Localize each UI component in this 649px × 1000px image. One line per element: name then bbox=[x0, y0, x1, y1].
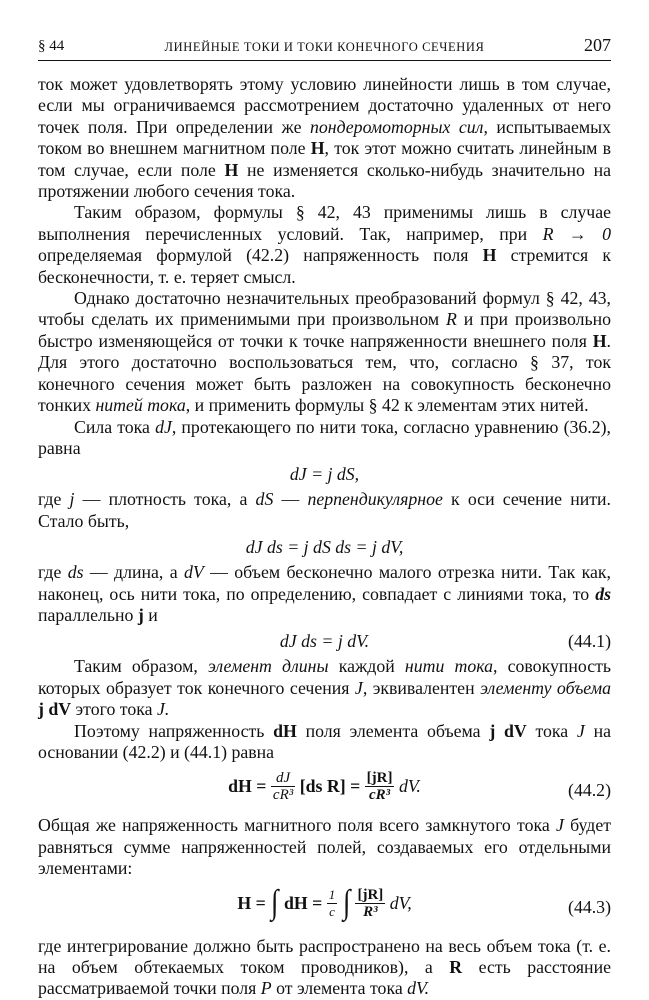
header-section-number: § 44 bbox=[38, 38, 65, 54]
fraction: $\frac{[jR]}{\text{cR³}}$ bbox=[366, 770, 393, 804]
symbol-dJ: dJ bbox=[155, 416, 172, 437]
paragraph-8: Поэтому напряженность dH поля элемента объема j dV тока J на основании (42.2) и (44.1) равна bbox=[38, 720, 611, 762]
fraction: $\frac{1}{c}$ bbox=[328, 886, 336, 919]
equation-number: (44.3) bbox=[568, 896, 611, 917]
symbol-dH: dH bbox=[273, 720, 297, 741]
equation-body: dJ ds = j dS ds = j dV, bbox=[245, 537, 404, 558]
page-body bbox=[38, 74, 611, 1000]
fraction: $\frac{dJ}{\text{cR³}}$ bbox=[272, 770, 294, 804]
equation-body: dJ ds = j dV. bbox=[279, 631, 370, 652]
paragraph-7: Таким образом, элемент длины каждой нити тока, совокупность которых образует ток конечного сечения J, эквивалентен элементу объема j dV этого тока J. bbox=[38, 656, 611, 720]
paragraph-5: где j — плотность тока, а dS — перпендикулярное к оси сечение нити. Стало быть, bbox=[38, 489, 611, 531]
symbol-j-vector: j bbox=[137, 604, 144, 625]
paragraph-10: где интегрирование должно быть распространено на весь объем тока (т. е. на объем обтекаемых током проводников), а R есть расстояние рассматриваемой точки поля P от элемента тока dV. bbox=[38, 935, 611, 999]
header-title: ЛИНЕЙНЫЕ ТОКИ И ТОКИ КОНЕЧНОГО СЕЧЕНИЯ bbox=[164, 40, 485, 54]
emphasis: перпендикулярное bbox=[307, 489, 443, 510]
running-header bbox=[38, 30, 611, 61]
symbol-H: H bbox=[592, 330, 607, 351]
emphasis: нити тока bbox=[404, 656, 494, 677]
symbol-H: H bbox=[482, 245, 497, 266]
equation-44-1 bbox=[38, 629, 611, 653]
page-number: 207 bbox=[584, 35, 611, 55]
paragraph-2: Таким образом, формулы § 42, 43 применимы лишь в случае выполнения перечисленных условий. Так, например, при R → 0 определяемая формулой (42.2) напряженность поля H стремится к бесконечности, т. е. теряет смысл. bbox=[38, 202, 611, 287]
equation-body: dJ = j dS, bbox=[289, 464, 360, 485]
paragraph-3: Однако достаточно незначительных преобразований формул § 42, 43, чтобы сделать их применимыми при произвольном R и при произвольно быстро изменяющейся от точки к точке напряженности внешнего поля H. Для этого достаточно воспользоваться тем, что, согласно § 37, ток конечного сечения может быть разложен на совокупность бесконечно тонких нитей тока, и применить формулы § 42 к элементам этих нитей. bbox=[38, 288, 611, 416]
paragraph-4: Сила тока dJ, протекающего по нити тока, согласно уравнению (36.2), равна bbox=[38, 416, 611, 458]
equation-dJ bbox=[38, 462, 611, 486]
fraction: $\frac{[jR]}{\text{R³}}$ bbox=[357, 886, 384, 920]
symbol-R-limit: R → 0 bbox=[542, 223, 611, 244]
symbol-H: H bbox=[224, 159, 239, 180]
paragraph-6: где ds — длина, а dV — объем бесконечно малого отрезка нити. Так как, наконец, ось нити тока, по определению, совпадает с линиями тока, то ds параллельно j и bbox=[38, 562, 611, 625]
symbol-ds-vector: ds bbox=[595, 583, 611, 604]
symbol-dV: dV. bbox=[407, 978, 430, 999]
equation-body: H = ∫ dH = $\frac{1}{c}$ ∫ $\frac{[jR]}{\text{R³}}$ dV, bbox=[237, 884, 412, 922]
paragraph-9: Общая же напряженность магнитного поля всего замкнутого тока J будет равняться сумме напряженностей полей, создаваемых его отдельными элементами: bbox=[38, 815, 612, 879]
equation-body: dH = $\frac{dJ}{\text{cR³}}$ [ds R] = $\frac{[jR]}{\text{cR³}}$ dV. bbox=[228, 770, 421, 804]
emphasis: элемент длины bbox=[207, 656, 329, 677]
symbol-R: R bbox=[445, 309, 457, 330]
symbol-dV: dV bbox=[183, 562, 204, 583]
equation-number: (44.1) bbox=[568, 631, 611, 652]
symbol-j-dV: j dV bbox=[38, 699, 72, 720]
symbol-P: P bbox=[260, 978, 272, 999]
integral-sign: ∫ bbox=[342, 884, 351, 922]
symbol-J: J bbox=[556, 815, 564, 836]
equation-44-2 bbox=[38, 766, 611, 812]
symbol-H: H bbox=[310, 138, 325, 159]
emphasis: элементу объема bbox=[480, 677, 611, 698]
equation-44-3 bbox=[38, 883, 611, 933]
symbol-J: J bbox=[354, 677, 363, 698]
symbol-ds: ds bbox=[67, 562, 84, 583]
emphasis: пондеромоторных сил bbox=[309, 116, 484, 137]
symbol-j-dV: j dV bbox=[489, 720, 527, 741]
emphasis: нитей тока bbox=[95, 395, 186, 416]
symbol-R-vector: R bbox=[449, 957, 463, 977]
paragraph-1: ток может удовлетворять этому условию линейности лишь в том случае, если мы ограничиваемся рассмотрением достаточно удаленных от него точек поля. При определении же пондеромоторных сил, испытываемых током во внешнем магнитном поле H, ток этот можно считать линейным в том случае, если поле H не изменяется сколько-нибудь значительно на протяжении любого сечения тока. bbox=[38, 74, 612, 202]
symbol-J: J. bbox=[156, 699, 170, 720]
equation-number: (44.2) bbox=[568, 780, 611, 801]
symbol-j: j bbox=[69, 489, 75, 510]
symbol-dS: dS bbox=[255, 489, 274, 510]
integral-sign: ∫ bbox=[271, 884, 279, 922]
symbol-J: J bbox=[576, 720, 585, 741]
equation-dJds bbox=[38, 535, 611, 559]
